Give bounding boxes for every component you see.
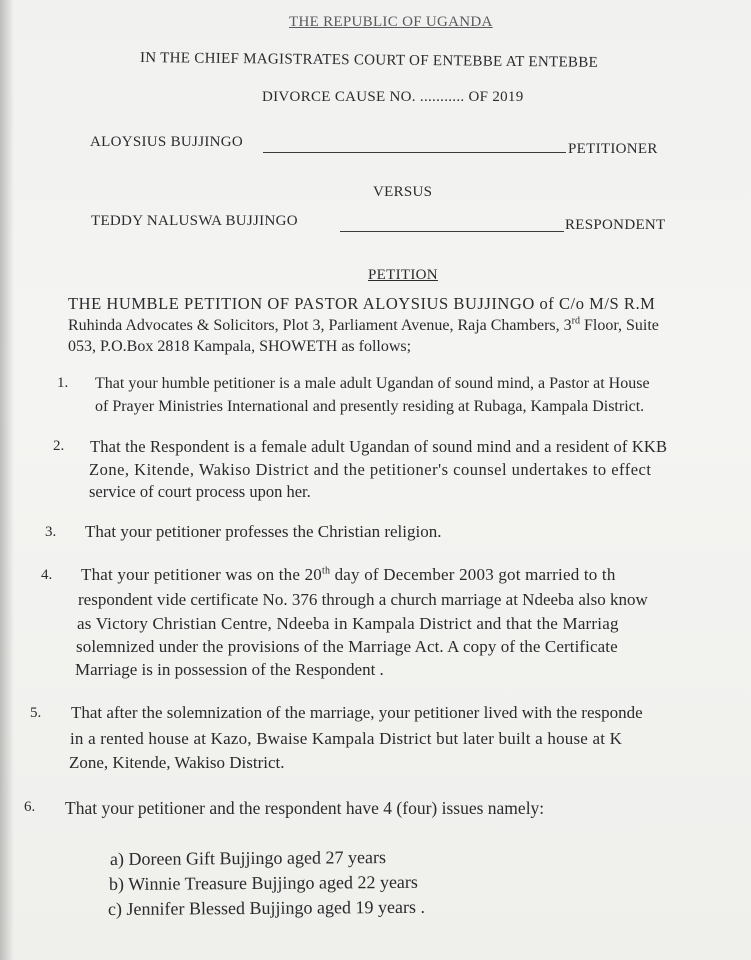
item-3-number: 3.: [45, 524, 57, 540]
item-2-line-1: That the Respondent is a female adult Ugandan of sound mind and a resident of KKB: [90, 437, 668, 456]
item-4-line-1-text: That your petitioner was on the 20: [81, 565, 322, 584]
child-item-b: b) Winnie Treasure Bujjingo aged 22 years: [108, 871, 418, 894]
item-5-line-3: Zone, Kitende, Wakiso District.: [69, 753, 285, 772]
petition-intro-line-3: 053, P.O.Box 2818 Kampala, SHOWETH as follows;: [68, 338, 412, 355]
versus-label: VERSUS: [373, 184, 433, 200]
petition-intro-line-1: THE HUMBLE PETITION OF PASTOR ALOYSIUS BUJJINGO of C/o M/S R.M: [68, 294, 656, 313]
item-4-line-1-sup: th: [321, 565, 331, 577]
item-2-number: 2.: [53, 438, 65, 454]
item-4-line-1: [81, 564, 616, 585]
item-1-line-2: of Prayer Ministries International and presently residing at Rubaga, Kampala District.: [95, 398, 645, 415]
respondent-name: TEDDY NALUSWA BUJJINGO: [91, 213, 298, 229]
item-1-number: 1.: [57, 375, 69, 391]
item-5-line-2: in a rented house at Kazo, Bwaise Kampala District but later built a house at K: [70, 729, 623, 748]
item-6-number: 6.: [24, 799, 36, 815]
item-4-number: 4.: [41, 567, 53, 583]
petition-title: PETITION: [368, 267, 438, 283]
petitioner-line: [263, 152, 566, 153]
item-4-line-5: Marriage is in possession of the Respondent .: [75, 660, 384, 679]
item-4-line-1-text-end: day of December 2003 got married to th: [330, 565, 616, 584]
respondent-line: [340, 231, 564, 232]
item-6-line-1: That your petitioner and the respondent have 4 (four) issues namely:: [65, 798, 545, 818]
petitioner-role: PETITIONER: [568, 141, 658, 157]
petition-intro-line-2: [68, 315, 659, 336]
child-item-a: a) Doreen Gift Bujjingo aged 27 years: [109, 847, 386, 869]
court-heading: IN THE CHIEF MAGISTRATES COURT OF ENTEBBE AT ENTEBBE: [139, 50, 599, 71]
item-4-line-2: respondent vide certificate No. 376 through a church marriage at Ndeeba also know: [78, 590, 648, 609]
republic-heading: THE REPUBLIC OF UGANDA: [289, 14, 493, 30]
item-3-line-1: That your petitioner professes the Christian religion.: [85, 522, 442, 541]
item-2-line-2: Zone, Kitende, Wakiso District and the petitioner's counsel undertakes to effect: [89, 460, 652, 479]
intro-line-2-text: Ruhinda Advocates & Solicitors, Plot 3, Parliament Avenue, Raja Chambers, 3: [68, 317, 572, 334]
cause-number: DIVORCE CAUSE NO. ........... OF 2019: [262, 89, 524, 105]
page-edge-shadow: [0, 0, 14, 960]
item-5-line-1: That after the solemnization of the marriage, your petitioner lived with the responde: [71, 703, 643, 722]
item-2-line-3: service of court process upon her.: [89, 482, 311, 501]
item-5-number: 5.: [30, 705, 42, 721]
respondent-role: RESPONDENT: [565, 217, 666, 233]
intro-line-2-sup: rd: [571, 315, 580, 327]
petitioner-name: ALOYSIUS BUJJINGO: [90, 134, 244, 150]
item-4-line-4: solemnized under the provisions of the Marriage Act. A copy of the Certificate: [76, 637, 618, 656]
item-4-line-3: as Victory Christian Centre, Ndeeba in Kampala District and that the Marriag: [77, 614, 619, 633]
child-item-c: c) Jennifer Blessed Bujjingo aged 19 years .: [107, 896, 425, 919]
item-1-line-1: That your humble petitioner is a male adult Ugandan of sound mind, a Pastor at House: [95, 375, 650, 392]
intro-line-2-text-end: Floor, Suite: [579, 317, 659, 334]
